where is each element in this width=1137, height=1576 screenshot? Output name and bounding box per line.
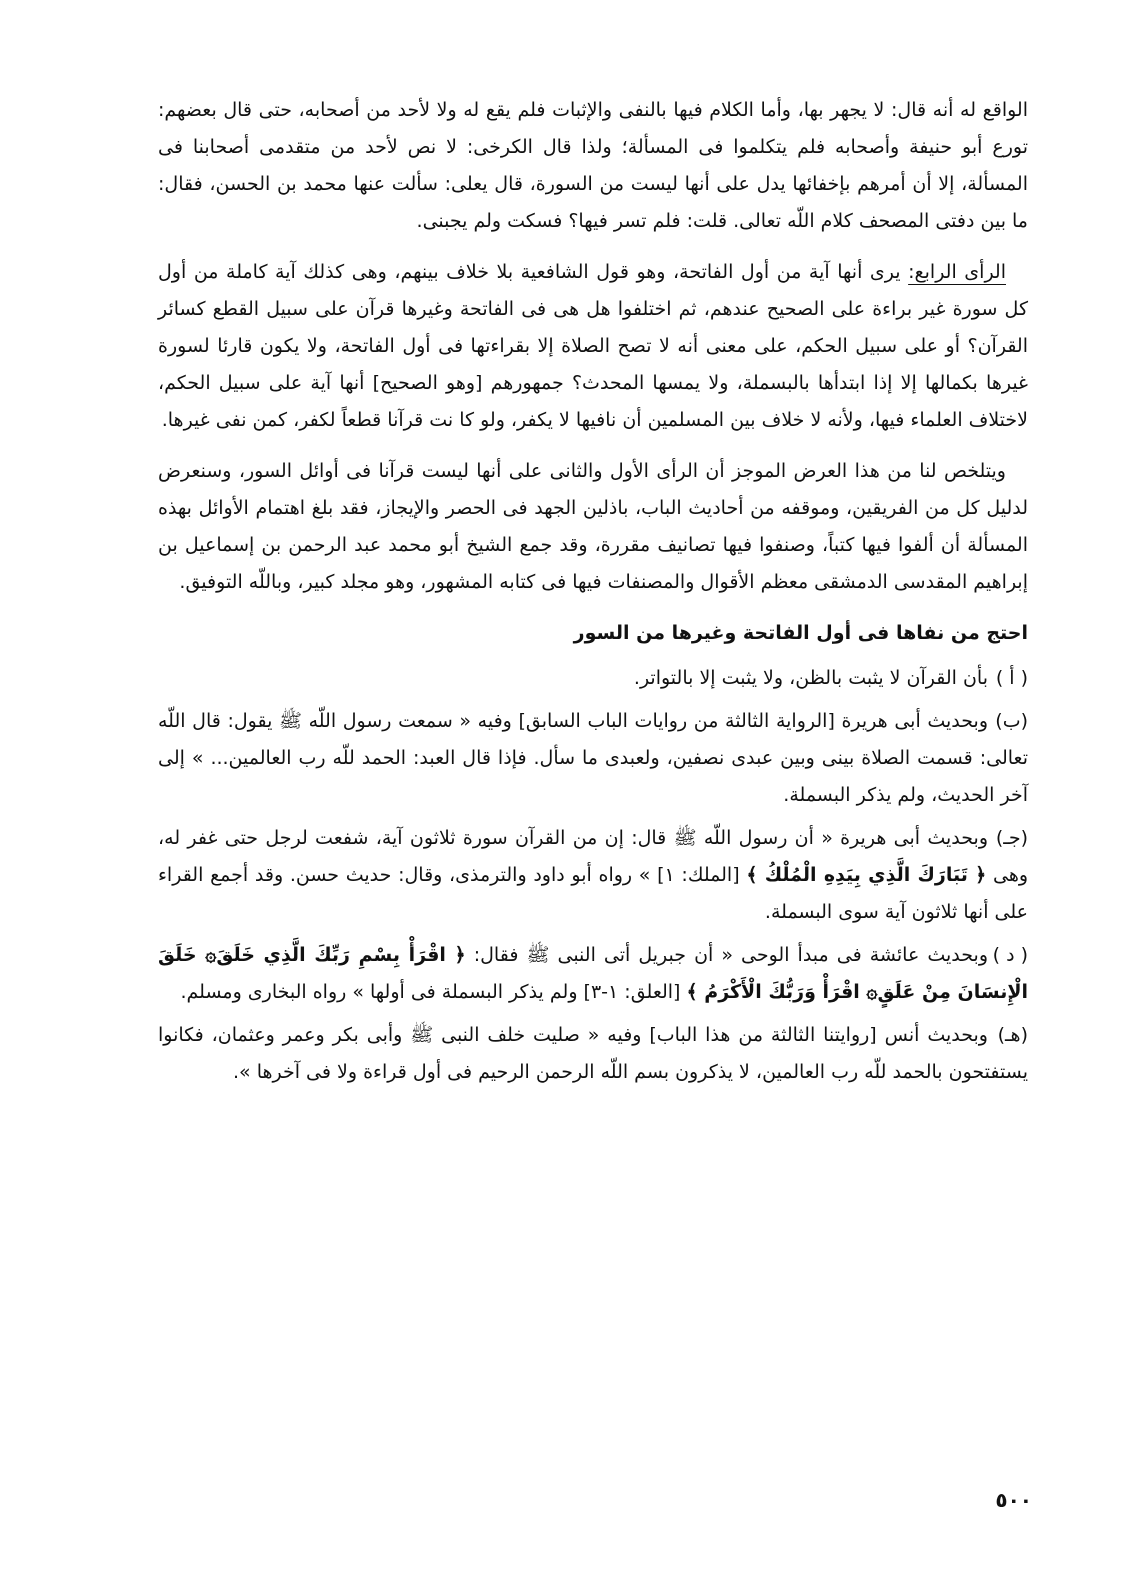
evidence-item-b (158, 703, 1028, 814)
item-text: بأن القرآن لا يثبت بالظن، ولا يثبت إلا بالتواتر. (633, 667, 988, 689)
item-marker: ( أ ) (995, 667, 1028, 689)
page-content (158, 92, 1028, 1097)
paragraph-summary: ويتلخص لنا من هذا العرض الموجز أن الرأى الأول والثانى على أنها ليست قرآنا فى أوائل السور، وسنعرض لدليل كل من الفريقين، وموقفه من أحاديث الباب، باذلين الجهد فى الحصر والإيجاز، فقد بلغ اهتمام الأوائل بهذه المسألة أن ألفوا فيها كتباً، وصنفوا فيها تصانيف مقررة، وقد جمع الشيخ أبو محمد عبد الرحمن بن إسماعيل بن إبراهيم المقدسى الدمشقى معظم الأقوال والمصنفات فيها فى كتابه المشهور، وهو مجلد كبير، وباللّه التوفيق. (158, 460, 1028, 593)
evidence-item-d (158, 937, 1028, 1011)
paragraph-1: الواقع له أنه قال: لا يجهر بها، وأما الكلام فيها بالنفى والإثبات فلم يقع له ولا لأحد من أصحابه، حتى قال بعضهم: تورع أبو حنيفة وأصحابه فلم يتكلموا فى المسألة؛ ولذا قال الكرخى: لا نص لأحد من متقدمى أصحابنا فى المسألة، إلا أن أمرهم بإخفائها يدل على أنها ليست من السورة، قال يعلى: سألت عنها محمد بن الحسن، فقال: ما بين دفتى المصحف كلام اللّه تعالى. قلت: فلم تسر فيها؟ فسكت ولم يجبنى. (158, 99, 1028, 232)
quran-verse-alaq: ﴿ اقْرَأْ بِسْمِ رَبِّكَ الَّذِي خَلَقَ۞ خَلَقَ الْإِنسَانَ مِنْ عَلَقٍ۞ اقْرَأْ وَرَبُّكَ الْأَكْرَمُ ﴾ (158, 944, 1028, 1003)
page-number: ٥٠٠ (995, 1488, 1032, 1512)
section-heading: احتج من نفاها فى أول الفاتحة وغيرها من السور (573, 622, 1028, 644)
item-text-after: [العلق: ١-٣] ولم يذكر البسملة فى أولها » رواه البخارى ومسلم. (180, 981, 687, 1003)
evidence-item-e (158, 1017, 1028, 1091)
item-marker: (ب) (995, 710, 1028, 732)
item-text: وبحديث عائشة فى مبدأ الوحى « أن جبريل أتى النبى ﷺ فقال: (465, 944, 988, 966)
item-marker: (هـ) (997, 1024, 1028, 1046)
quran-verse-mulk: ﴿ تَبَارَكَ الَّذِي بِيَدِهِ الْمُلْكُ ﴾ (746, 864, 987, 886)
item-text: وبحديث أبى هريرة [الرواية الثالثة من روايات الباب السابق] وفيه « سمعت رسول اللّه ﷺ يقول: قال اللّه تعالى: قسمت الصلاة بينى وبين عبدى نصفين، ولعبدى ما سأل. فإذا قال العبد: الحمد للّه رب العالمين... » إلى آخر الحديث، ولم يذكر البسملة. (158, 710, 1028, 806)
evidence-item-a (158, 660, 1028, 697)
evidence-item-c (158, 820, 1028, 931)
item-text: وبحديث أبى هريرة « أن رسول اللّه ﷺ قال: إن من القرآن سورة ثلاثون آية، شفعت لرجل حتى غفر له، وهى (158, 827, 1029, 886)
item-marker: ( د ) (992, 944, 1028, 966)
item-text-after: [الملك: ١] » رواه أبو داود والترمذى، وقال: حديث حسن. وقد أجمع القراء على أنها ثلاثون آية سوى البسملة. (158, 864, 1028, 923)
paragraph-fourth-opinion (158, 254, 1028, 439)
fourth-opinion-text: يرى أنها آية من أول الفاتحة، وهو قول الشافعية بلا خلاف بينهم، وهى كذلك آية كاملة من أول كل سورة غير براءة على الصحيح عندهم، ثم اختلفوا هل هى فى الفاتحة وغيرها قرآن على سبيل القطع كسائر القرآن؟ أو على سبيل الحكم، على معنى أنه لا تصح الصلاة إلا بقراءتها فى أول الفاتحة، ولا يكون قارئا لسورة غيرها بكمالها إلا إذا ابتدأها بالبسملة، ولا يمسها المحدث؟ جمهورهم [وهو الصحيح] أنها آية على سبيل الحكم، لاختلاف العلماء فيها، ولأنه لا خلاف بين المسلمين أن نافيها لا يكفر، ولو كا نت قرآنا قطعاً لكفر، كمن نفى غيرها. (158, 261, 1028, 431)
item-marker: (جـ) (995, 827, 1028, 849)
fourth-opinion-label: الرأى الرابع: (908, 261, 1006, 283)
item-text: وبحديث أنس [روايتنا الثالثة من هذا الباب] وفيه « صليت خلف النبى ﷺ وأبى بكر وعمر وعثمان، فكانوا يستفتحون بالحمد للّه رب العالمين، لا يذكرون بسم اللّه الرحمن الرحيم فى أول قراءة ولا فى آخرها ». (158, 1024, 1028, 1083)
